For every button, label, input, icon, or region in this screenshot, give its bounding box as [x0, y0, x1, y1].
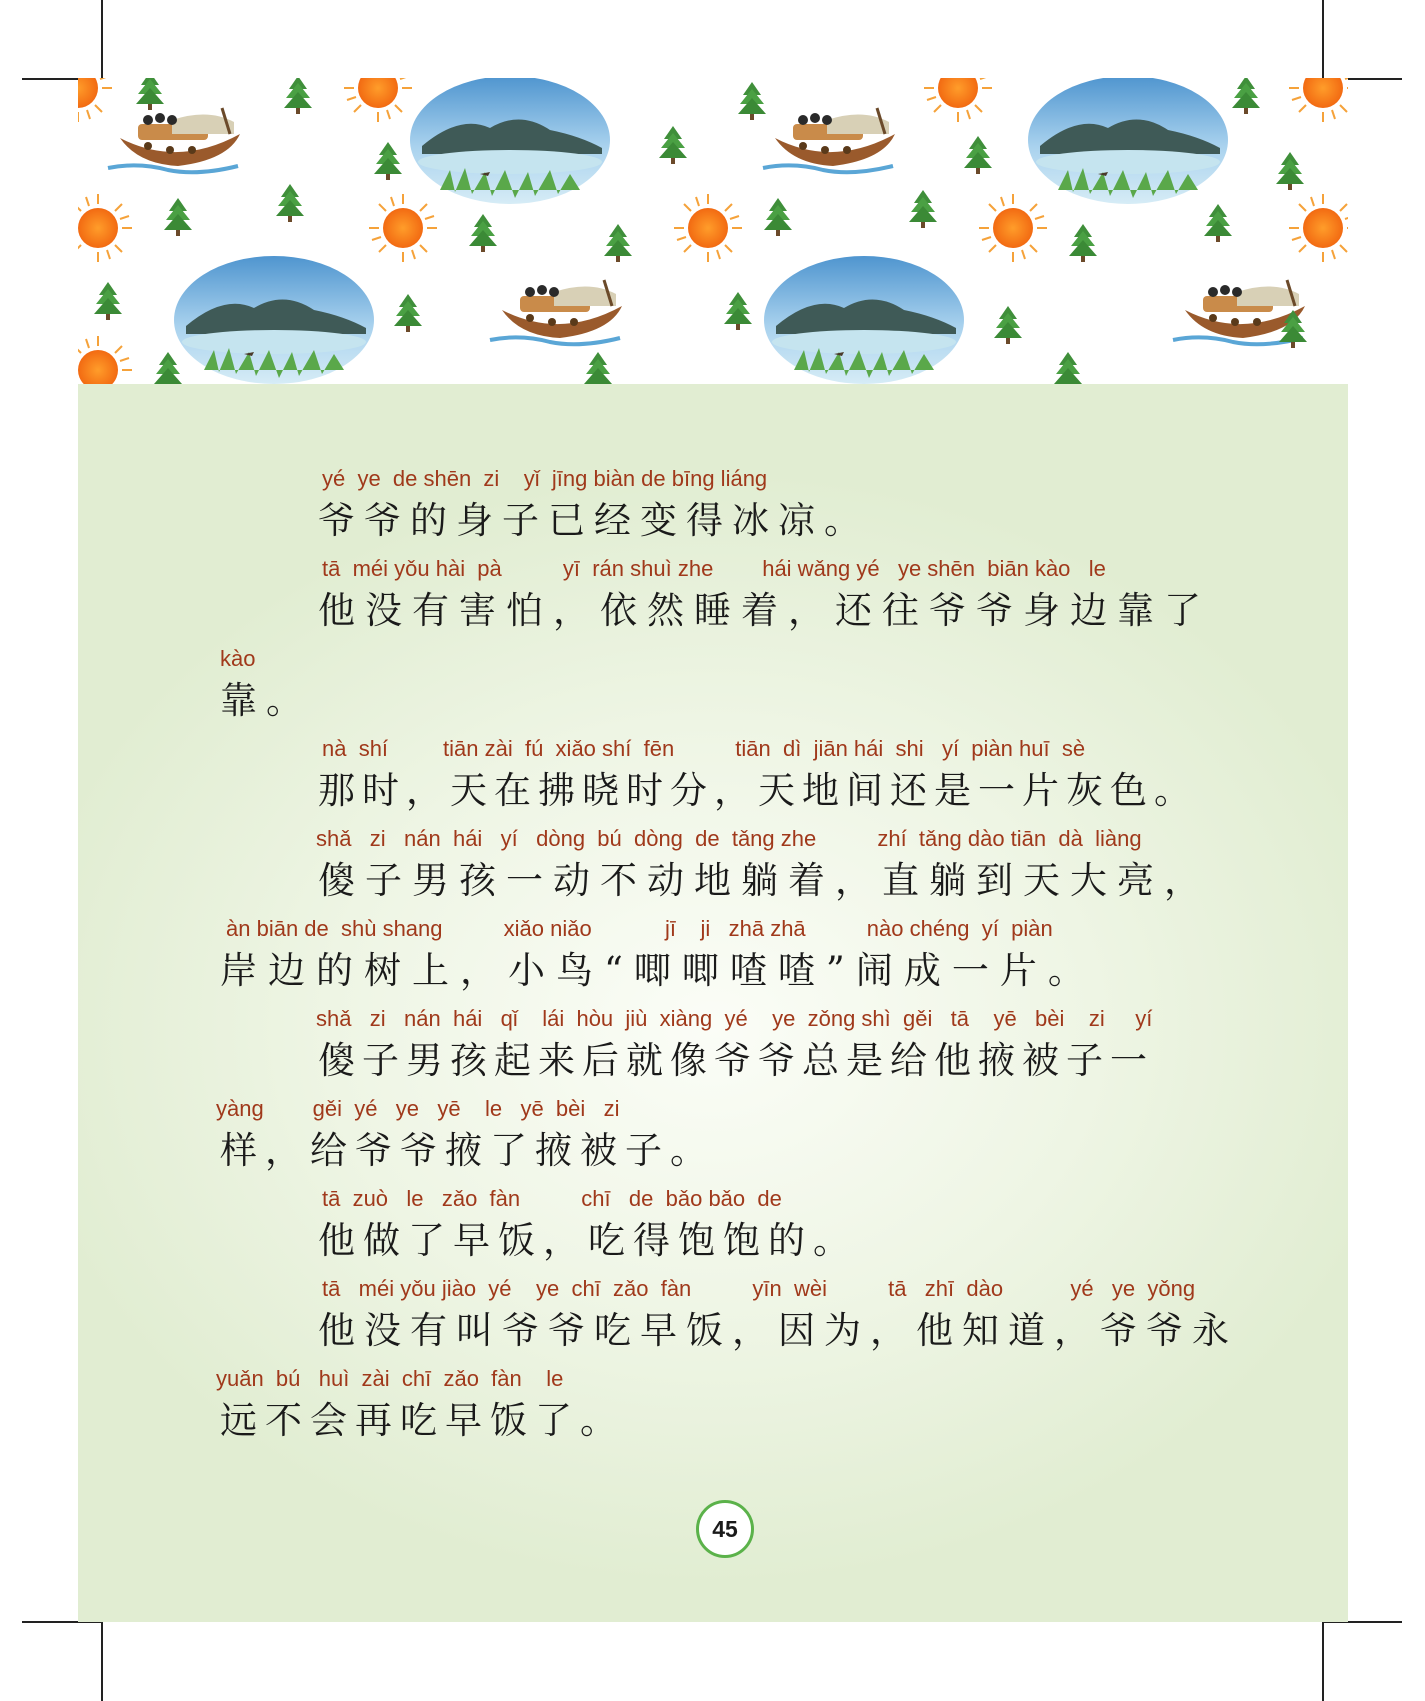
- text-line: [78, 1274, 1348, 1358]
- pinyin-line: tā méi yǒu hài pà yī rán shuì zhe hái wǎng yé ye shēn biān kào le: [322, 556, 1106, 581]
- hanzi-line: 傻子男孩一动不动地躺着，直躺到天大亮，: [318, 859, 1211, 902]
- text-line: [78, 1364, 1348, 1448]
- pinyin-line: yuǎn bú huì zài chī zǎo fàn le: [216, 1366, 564, 1391]
- banner-illustration: [78, 78, 1348, 384]
- text-line: [78, 734, 1348, 818]
- hanzi-line: 他做了早饭，吃得饱饱的。: [318, 1219, 858, 1262]
- hanzi-line: 远不会再吃早饭了。: [220, 1399, 625, 1442]
- text-line: [78, 1094, 1348, 1178]
- hanzi-line: 傻子男孩起来后就像爷爷总是给他掖被子一: [318, 1039, 1154, 1082]
- pinyin-line: nà shí tiān zài fú xiǎo shí fēn tiān dì jiān hái shi yí piàn huī sè: [322, 736, 1086, 761]
- hanzi-line: 样，给爷爷掖了掖被子。: [220, 1129, 715, 1172]
- text-line: [78, 464, 1348, 548]
- pinyin-line: kào: [220, 646, 256, 671]
- pinyin-line: shǎ zi nán hái qǐ lái hòu jiù xiàng yé ye zǒng shì gěi tā yē bèi zi yí: [316, 1006, 1153, 1031]
- pinyin-line: yé ye de shēn zi yǐ jīng biàn de bīng liáng: [322, 466, 768, 491]
- hanzi-line: 那时，天在拂晓时分，天地间还是一片灰色。: [318, 769, 1198, 812]
- text-line: [78, 1004, 1348, 1088]
- text-line: [78, 824, 1348, 908]
- text-line: [78, 1184, 1348, 1268]
- pinyin-line: tā zuò le zǎo fàn chī de bǎo bǎo de: [322, 1186, 782, 1211]
- pinyin-line: tā méi yǒu jiào yé ye chī zǎo fàn yīn wèi tā zhī dào yé ye yǒng: [322, 1276, 1196, 1301]
- text-panel: [78, 384, 1348, 1622]
- hanzi-line: 他没有叫爷爷吃早饭，因为，他知道，爷爷永: [318, 1309, 1238, 1352]
- crop-mark: [1322, 1621, 1324, 1701]
- page-number: 45: [696, 1500, 754, 1558]
- decorative-banner: [78, 78, 1348, 384]
- hanzi-line: 他没有害怕，依然睡着，还往爷爷身边靠了: [318, 589, 1211, 632]
- hanzi-line: 岸边的树上，小鸟“唧唧喳喳”闹成一片。: [220, 949, 1096, 992]
- text-line: [78, 644, 1348, 728]
- crop-mark: [101, 1621, 103, 1701]
- pinyin-line: àn biān de shù shang xiǎo niǎo jī ji zhā zhā nào chéng yí piàn: [226, 916, 1053, 941]
- crop-mark: [101, 0, 103, 78]
- text-line: [78, 914, 1348, 998]
- hanzi-line: 爷爷的身子已经变得冰凉。: [318, 499, 870, 542]
- pinyin-line: yàng gěi yé ye yē le yē bèi zi: [216, 1096, 620, 1121]
- hanzi-line: 靠。: [220, 679, 312, 722]
- crop-mark: [1322, 0, 1324, 78]
- text-line: [78, 554, 1348, 638]
- pinyin-line: shǎ zi nán hái yí dòng bú dòng de tǎng zhe zhí tǎng dào tiān dà liàng: [316, 826, 1142, 851]
